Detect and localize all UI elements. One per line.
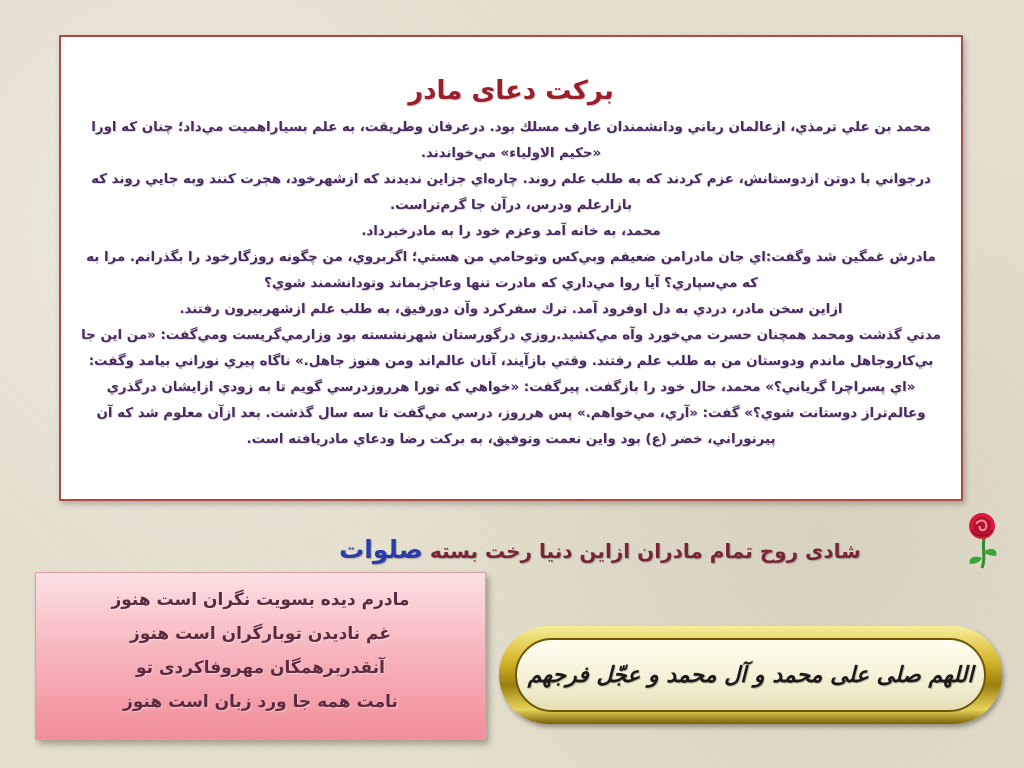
poem-box xyxy=(35,572,486,740)
story-paragraph: مدتي گذشت ومحمد همچنان حسرت مي‌خورد وآه مي‌كشيد.روزي درگورستان شهرنشسته بود وزارمي‌گريست ومي‌گفت: «من اين جا بي‌كاروجاهل ماندم ودوستان من به طلب علم رفتند. وقتي بازآيند، آنان عالم‌اند ومن هنوز جاهل.» ناگاه پيري نوراني بيامد وگفت: «اي پسراچرا گرياني؟» محمد، حال خود را بازگفت. پيرگفت: «خواهي كه تورا هرروزدرسي گويم تا به زودي ازايشان درگذري وعالم‌تراز دوستانت شوي؟» گفت: «آري، مي‌خواهم.» پس هرروز، درسي مي‌گفت تا سه سال گذشت. بعد ازآن معلوم شد كه آن پيرنوراني، خضر (ع) بود واين نعمت وتوفيق، به بركت رضا ودعاي مادريافته است. xyxy=(81,328,941,447)
story-paragraph: مادرش غمگين شد وگفت:اي جان مادرامن ضعيفم وبي‌كس وتوحامي من هستي؛ اگربروي، من چگونه روزگارخود را بگذرانم. مرا به كه مي‌سپاري؟ آيا روا مي‌داري كه مادرت تنها وعاجزبماند وتودانشمند شوي؟ xyxy=(86,250,936,291)
poem-line: غم نادیدن توبارگران است هنوز xyxy=(130,624,391,644)
salawat-calligraphy: اللهم صلی علی محمد و آل محمد و عجّل فرجهم xyxy=(527,662,974,688)
salawat-frame-inner xyxy=(515,638,986,712)
salawat-frame xyxy=(499,626,1002,724)
poem-line: آنقدربرهمگان مهروفاکردی تو xyxy=(135,658,386,678)
story-paragraph: ازاين سخن مادر، دردي به دل اوفرود آمد. ترك سفركرد وآن دورفيق، به طلب علم ازشهربيرون رفتند. xyxy=(179,302,843,317)
story-box xyxy=(59,35,963,501)
story-title: برکت دعای مادر xyxy=(408,76,614,106)
poem-line: نامت همه جا ورد زبان است هنوز xyxy=(123,692,398,712)
story-paragraph: درجواني با دوتن ازدوستانش، عزم كردند كه به طلب علم روند. چاره‌اي جزاين نديدند كه ازشهرخود، هجرت كنند وبه جايي روند كه بازارعلم ودرس، درآن جا گرم‌تراست. xyxy=(91,172,931,213)
salavat-dedication-text: شادی روح تمام مادران ازاین دنیا رخت بسته xyxy=(429,539,861,563)
salavat-dedication xyxy=(300,530,900,571)
salavat-word: صلوات xyxy=(339,535,423,564)
rose-icon xyxy=(962,508,1002,570)
story-body xyxy=(79,115,943,453)
story-paragraph: محمد، به خانه آمد وعزم خود را به مادرخبرداد. xyxy=(361,224,661,239)
story-paragraph: محمد بن علي ترمذي، ازعالمان رباني ودانشمندان عارف مسلك بود. درعرفان وطريقت، به علم بسياراهميت مي‌داد؛ چنان كه اورا «حكيم الاولياء» مي‌خواندند. xyxy=(91,120,931,161)
poem-line: مادرم دیده بسویت نگران است هنوز xyxy=(111,590,410,610)
